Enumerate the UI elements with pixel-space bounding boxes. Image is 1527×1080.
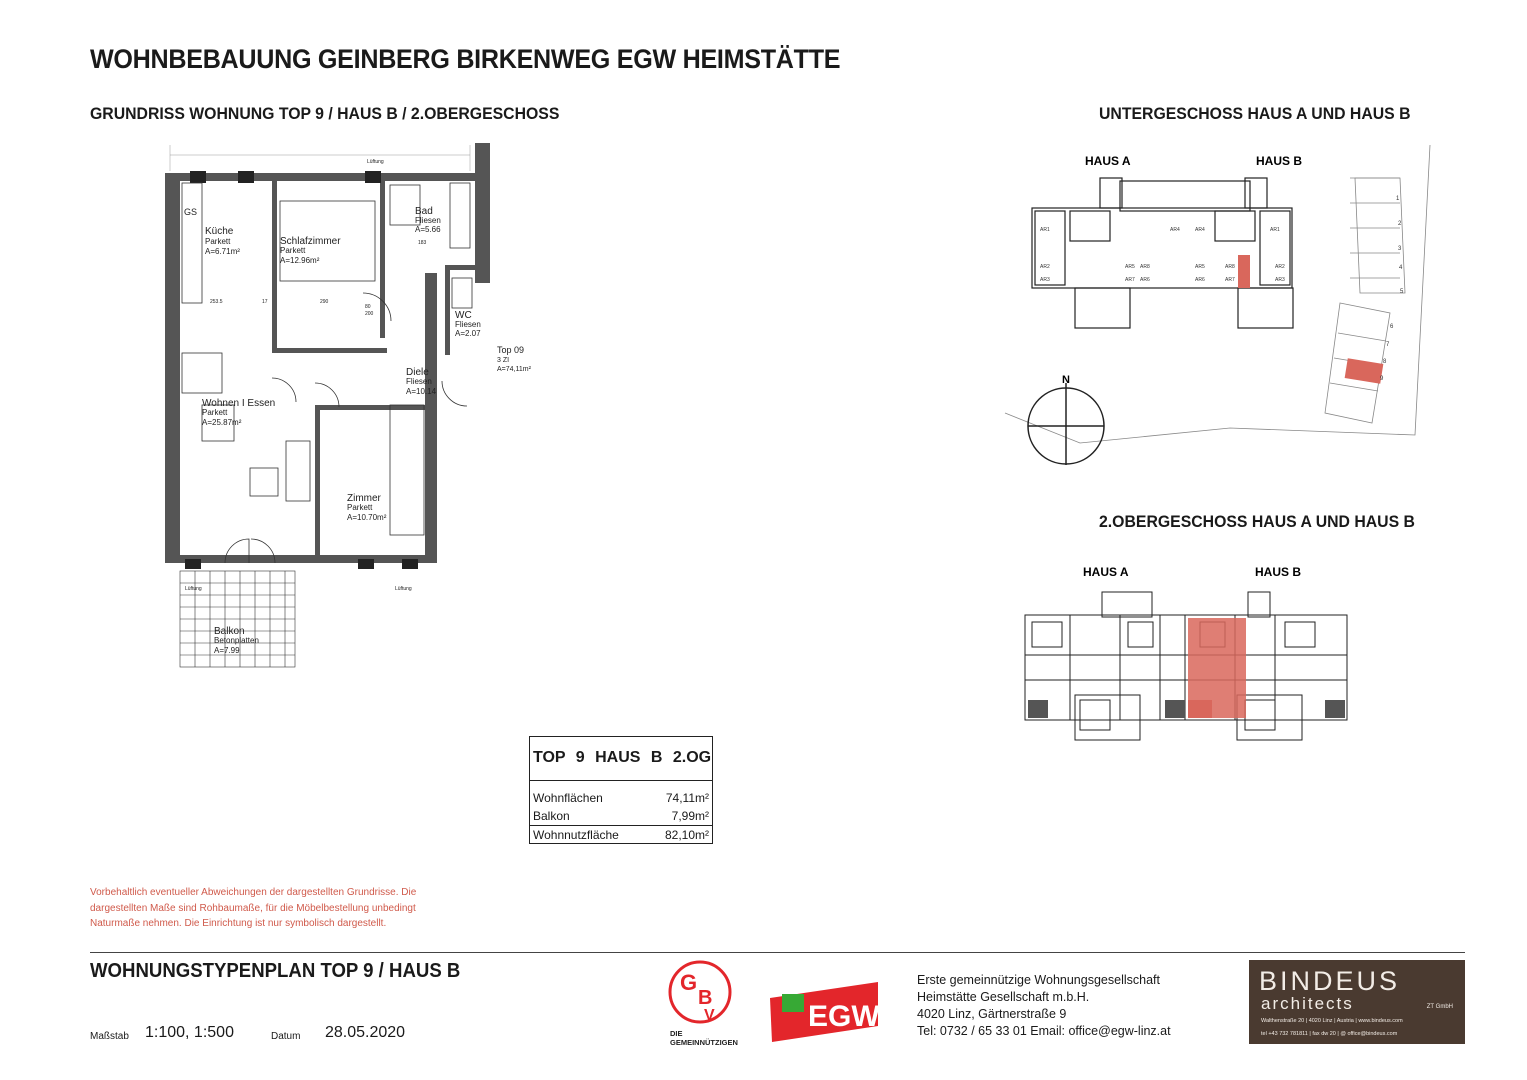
- egw-logo: [768, 978, 880, 1044]
- top-area: A=74,11m²: [497, 366, 531, 373]
- room-zimmer: Zimmer: [347, 493, 381, 504]
- svg-text:5: 5: [1400, 289, 1404, 295]
- date-label: Datum: [271, 1031, 301, 1042]
- svg-text:1: 1: [1396, 196, 1400, 202]
- footer-divider: [90, 952, 1465, 953]
- svg-text:AR7: AR7: [1125, 277, 1135, 283]
- room-schlaf-floor: Parkett: [280, 246, 306, 255]
- room-balkon-area: A=7.99: [214, 646, 240, 655]
- scale-label: Maßstab: [90, 1031, 129, 1042]
- lueftung-label-left: Lüftung: [185, 586, 202, 592]
- room-wohnen-area: A=25.87m²: [202, 418, 242, 427]
- north-arrow-icon: [1028, 374, 1104, 465]
- svg-text:EGW: EGW: [808, 1000, 880, 1033]
- upper-haus-a-label: HAUS A: [1083, 565, 1129, 579]
- room-wc-area: A=2.07: [455, 329, 481, 338]
- svg-text:AR4: AR4: [1195, 227, 1205, 233]
- room-diele-area: A=10.14: [406, 387, 437, 396]
- svg-text:AR7: AR7: [1225, 277, 1235, 283]
- room-zimmer-floor: Parkett: [347, 503, 373, 512]
- room-kueche-floor: Parkett: [205, 237, 231, 246]
- room-schlaf: Schlafzimmer: [280, 236, 341, 247]
- room-kueche-area: A=6.71m²: [205, 247, 240, 256]
- svg-text:AR6: AR6: [1140, 277, 1150, 283]
- footer-title: WOHNUNGSTYPENPLAN TOP 9 / HAUS B: [90, 960, 461, 982]
- company-address: Erste gemeinnützige Wohnungsgesellschaft Heimstätte Gesellschaft m.b.H. 4020 Linz, Gärtnerstraße 9 Tel: 0732 / 65 33 01 Email: office@egw-linz.at: [917, 973, 1171, 1038]
- upper-haus-b-label: HAUS B: [1255, 565, 1302, 579]
- gbv-logo: [668, 960, 758, 1050]
- room-balkon: Balkon: [214, 626, 245, 637]
- info-row-balkon: Balkon 7,99m²: [533, 809, 709, 823]
- apartment-floor-plan: [160, 143, 550, 678]
- basement-haus-b-label: HAUS B: [1256, 154, 1303, 168]
- info-row-wohnflaechen: Wohnflächen 74,11m²: [533, 791, 709, 805]
- apartment-info-box: [529, 736, 713, 844]
- room-wc: WC: [455, 310, 472, 321]
- svg-text:AR5: AR5: [1195, 264, 1205, 270]
- bindeus-logo: BINDEUS architects ZT GmbH Walthenstraße 20 | 4020 Linz | Austria | www.bindeus.com tel +43 732 781811 | fax dw 20 | @ office@bindeus.com: [1249, 960, 1465, 1044]
- svg-text:7: 7: [1386, 342, 1390, 348]
- room-schlaf-area: A=12.96m²: [280, 256, 320, 265]
- top-label: Top 09: [497, 345, 525, 355]
- svg-text:AR5: AR5: [1125, 264, 1135, 270]
- floor-plan-title: GRUNDRISS WOHNUNG TOP 9 / HAUS B / 2.OBERGESCHOSS: [90, 104, 560, 123]
- svg-text:AR4: AR4: [1170, 227, 1180, 233]
- basement-haus-a-label: HAUS A: [1085, 154, 1131, 168]
- info-box-heading: TOP 9 HAUS B 2.OG: [530, 737, 712, 781]
- north-label: N: [1062, 374, 1070, 386]
- svg-text:AR6: AR6: [1195, 277, 1205, 283]
- room-bad-area: A=5.66: [415, 225, 441, 234]
- dim-17: 17: [262, 299, 268, 305]
- room-diele: Diele: [406, 367, 429, 378]
- dim-80: 80: [365, 304, 371, 310]
- page-title: WOHNBEBAUUNG GEINBERG BIRKENWEG EGW HEIMSTÄTTE: [90, 44, 841, 74]
- dim-200: 200: [365, 311, 374, 317]
- upper-floor-title: 2.OBERGESCHOSS HAUS A UND HAUS B: [1099, 512, 1415, 531]
- room-bad: Bad: [415, 206, 433, 217]
- svg-text:AR2: AR2: [1040, 264, 1050, 270]
- svg-text:V: V: [704, 1007, 715, 1024]
- dim-290: 290: [320, 299, 329, 305]
- svg-text:AR3: AR3: [1275, 277, 1285, 283]
- dim-253: 253.5: [210, 299, 223, 305]
- svg-text:GEMEINNÜTZIGEN: GEMEINNÜTZIGEN: [670, 1038, 738, 1047]
- svg-text:AR1: AR1: [1270, 227, 1280, 233]
- lueftung-label-right: Lüftung: [395, 586, 412, 592]
- svg-text:DIE: DIE: [670, 1029, 683, 1038]
- svg-text:AR1: AR1: [1040, 227, 1050, 233]
- svg-text:8: 8: [1383, 359, 1387, 365]
- room-zimmer-area: A=10.70m²: [347, 513, 387, 522]
- room-wohnen-floor: Parkett: [202, 408, 228, 417]
- svg-text:AR8: AR8: [1140, 264, 1150, 270]
- disclaimer-text: Vorbehaltlich eventueller Abweichungen der dargestellten Grundrisse. Die dargestellten Maße sind Rohbaumaße, für die Möbelbestellung unbedingt Naturmaße nehmen. Die Einrichtung ist nur symbolisch dargestellt.: [90, 887, 417, 929]
- svg-text:3: 3: [1398, 246, 1402, 252]
- svg-text:B: B: [698, 987, 713, 1009]
- top-rooms: 3 ZI: [497, 357, 510, 364]
- info-row-wohnnutzflaeche: Wohnnutzfläche 82,10m²: [530, 825, 712, 844]
- svg-text:6: 6: [1390, 324, 1394, 330]
- svg-text:4: 4: [1399, 265, 1403, 271]
- scale-value: 1:100, 1:500: [145, 1024, 234, 1041]
- room-balkon-floor: Betonplatten: [214, 636, 259, 645]
- svg-text:AR8: AR8: [1225, 264, 1235, 270]
- svg-text:AR3: AR3: [1040, 277, 1050, 283]
- label-gs: GS: [184, 207, 198, 217]
- lueftung-label-top: Lüftung: [367, 159, 384, 165]
- dim-183: 183: [418, 240, 427, 246]
- svg-text:G: G: [680, 970, 698, 995]
- svg-text:9: 9: [1380, 376, 1384, 382]
- basement-site-plan: [1000, 143, 1440, 478]
- date-value: 28.05.2020: [325, 1024, 406, 1041]
- room-diele-floor: Fliesen: [406, 377, 432, 386]
- room-kueche: Küche: [205, 226, 234, 237]
- room-bad-floor: Fliesen: [415, 216, 441, 225]
- upper-floor-plan: [1020, 560, 1350, 755]
- svg-text:2: 2: [1398, 221, 1402, 227]
- basement-title: UNTERGESCHOSS HAUS A UND HAUS B: [1099, 104, 1411, 123]
- svg-text:AR2: AR2: [1275, 264, 1285, 270]
- room-wohnen: Wohnen I Essen: [202, 398, 276, 409]
- room-wc-floor: Fliesen: [455, 320, 481, 329]
